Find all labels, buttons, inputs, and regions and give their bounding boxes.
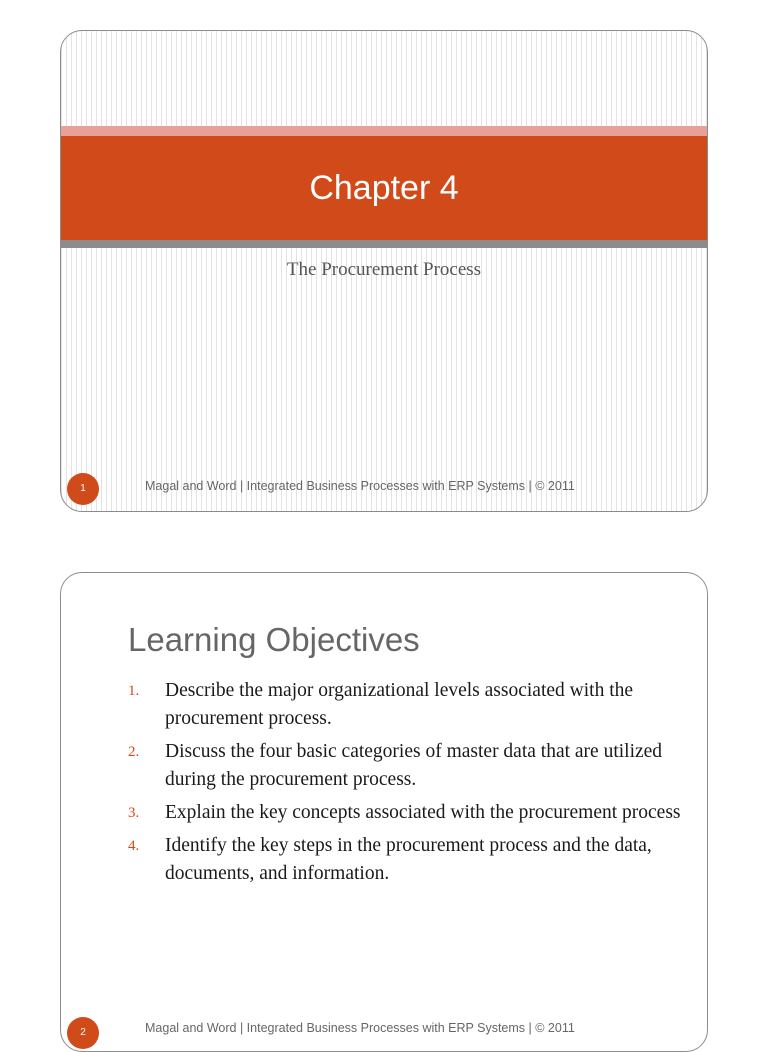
objective-text: Describe the major organizational levels associated with the procurement process. — [165, 680, 634, 729]
slide-footer: Magal and Word | Integrated Business Processes with ERP Systems | © 2011 — [145, 479, 575, 493]
page-number-badge: 1 — [67, 473, 99, 505]
title-slide — [60, 30, 708, 512]
objective-number: 3. — [128, 805, 140, 821]
objective-item — [128, 799, 683, 827]
objective-text: Discuss the four basic categories of master data that are utilized during the procurement process. — [165, 741, 663, 790]
objective-number: 4. — [128, 838, 140, 854]
objective-text: Identify the key steps in the procurement process and the data, documents, and information. — [165, 835, 652, 884]
objective-number: 1. — [128, 683, 140, 699]
objective-item — [128, 832, 683, 888]
objectives-heading: Learning Objectives — [128, 621, 420, 658]
title-band — [61, 136, 707, 240]
accent-strip — [61, 126, 707, 136]
slide-subtitle: The Procurement Process — [286, 259, 482, 280]
slide-title: Chapter 4 — [309, 169, 459, 207]
objective-number: 2. — [128, 744, 140, 760]
objectives-list — [128, 677, 683, 893]
page-number-badge: 2 — [67, 1017, 99, 1049]
objective-item — [128, 738, 683, 794]
objective-text: Explain the key concepts associated with the procurement process — [165, 802, 681, 823]
objectives-slide — [60, 572, 708, 1052]
divider-strip — [61, 240, 707, 248]
objective-item — [128, 677, 683, 733]
slide-footer: Magal and Word | Integrated Business Processes with ERP Systems | © 2011 — [145, 1021, 575, 1035]
